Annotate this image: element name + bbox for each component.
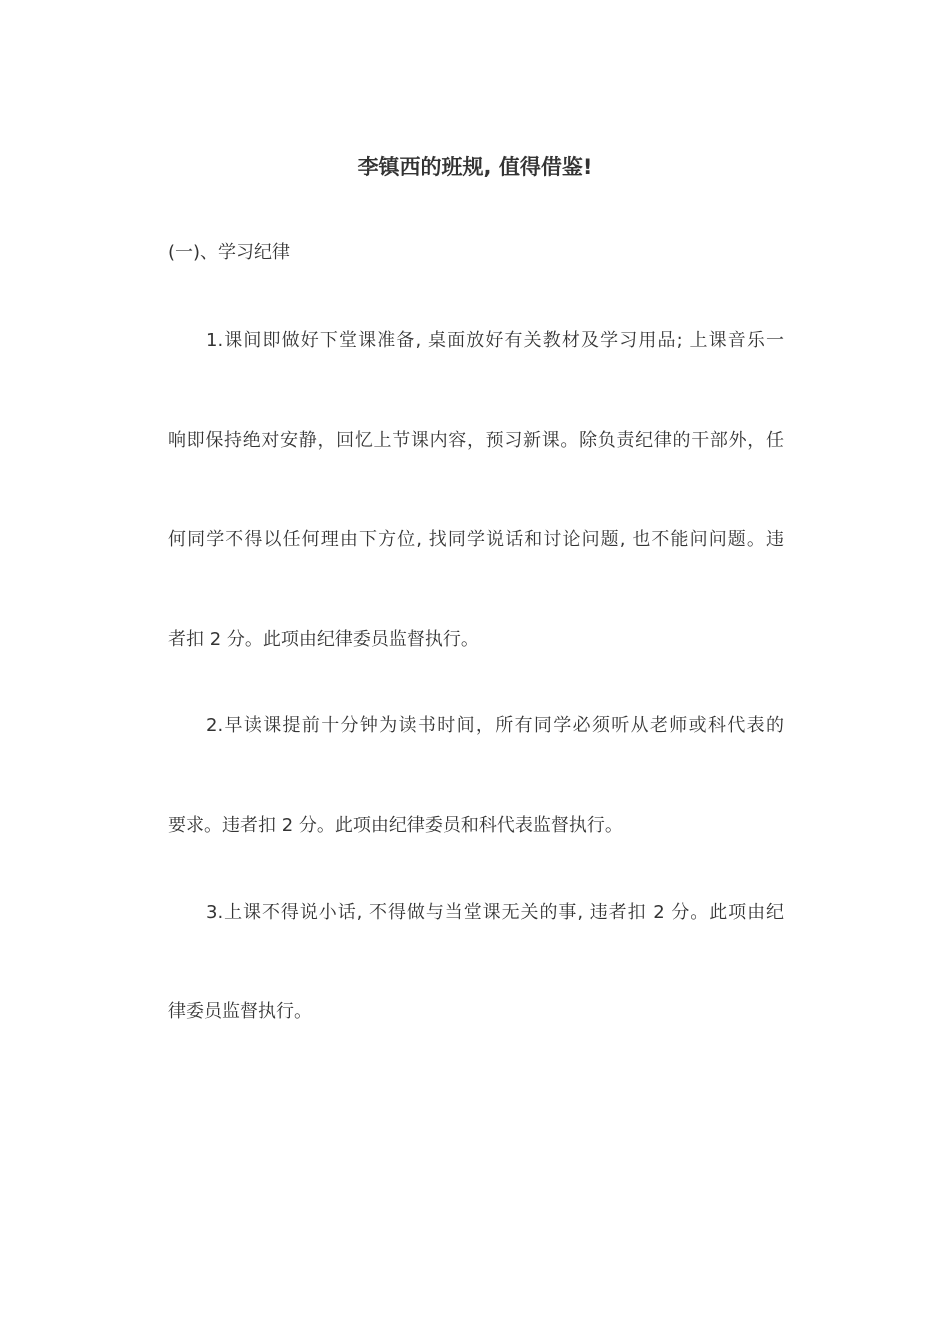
rule-1-line-3: 何同学不得以任何理由下方位, 找同学说话和讨论问题, 也不能问问题。违 xyxy=(168,529,784,550)
rule-1-line-1: 1.课间即做好下堂课准备, 桌面放好有关教材及学习用品; 上课音乐一 xyxy=(206,330,784,351)
rule-2-line-2: 要求。违者扣 2 分。此项由纪律委员和科代表监督执行。 xyxy=(168,815,623,836)
section-heading: (一)、学习纪律 xyxy=(168,242,291,263)
rule-1-line-4: 者扣 2 分。此项由纪律委员监督执行。 xyxy=(168,629,479,650)
rule-2-line-1: 2.早读课提前十分钟为读书时间，所有同学必须听从老师或科代表的 xyxy=(206,715,784,736)
rule-3-line-1: 3.上课不得说小话, 不得做与当堂课无关的事, 违者扣 2 分。此项由纪 xyxy=(206,902,784,923)
rule-1-line-2: 响即保持绝对安静，回忆上节课内容，预习新课。除负责纪律的干部外，任 xyxy=(168,430,784,451)
document-title: 李镇西的班规, 值得借鉴! xyxy=(357,155,593,179)
rule-3-line-2: 律委员监督执行。 xyxy=(168,1001,312,1022)
